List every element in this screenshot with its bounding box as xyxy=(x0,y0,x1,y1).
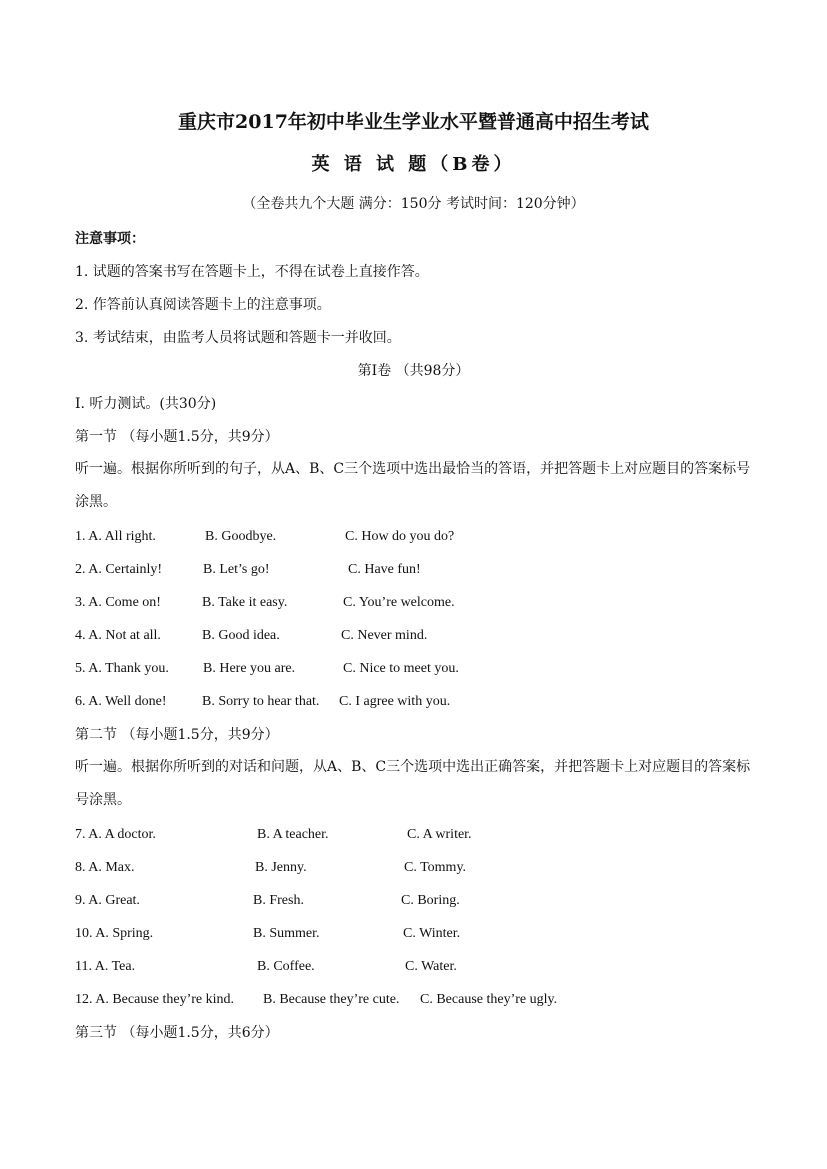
question-option-a: 5. A. Thank you. xyxy=(75,661,169,676)
section-heading: I. 听力测试。(共30分) xyxy=(75,396,217,412)
question-option-c: C. Have fun! xyxy=(348,562,421,577)
question-option-a: 2. A. Certainly! xyxy=(75,562,163,577)
question-option-c: C. A writer. xyxy=(407,827,472,842)
note-item: 3. 考试结束，由监考人员将试题和答题卡一并收回。 xyxy=(75,330,401,346)
question-option-a: 6. A. Well done! xyxy=(75,694,167,709)
question-option-b: B. Take it easy. xyxy=(202,595,288,610)
exam-title: 重庆市2017年初中毕业生学业水平暨普通高中招生考试 xyxy=(178,111,649,133)
sec3-heading: 第三节 （每小题1.5分，共6分） xyxy=(75,1025,279,1041)
sec2-heading: 第二节 （每小题1.5分，共9分） xyxy=(75,727,279,743)
part1-heading: 第I卷 （共98分） xyxy=(357,363,470,379)
question-option-b: B. Goodbye. xyxy=(205,529,277,544)
question-option-b: B. Here you are. xyxy=(203,661,296,676)
question-option-c: C. Tommy. xyxy=(404,860,467,875)
question-option-b: B. Because they’re cute. xyxy=(263,992,400,1007)
sec1-heading: 第一节 （每小题1.5分，共9分） xyxy=(75,429,279,445)
question-option-c: C. Never mind. xyxy=(341,628,428,643)
question-option-c: C. Boring. xyxy=(401,893,460,908)
notes-heading: 注意事项： xyxy=(75,231,145,247)
question-option-b: B. Fresh. xyxy=(253,893,304,908)
question-option-b: B. A teacher. xyxy=(257,827,329,842)
note-item: 2. 作答前认真阅读答题卡上的注意事项。 xyxy=(75,297,331,313)
question-option-c: C. You’re welcome. xyxy=(343,595,455,610)
exam-subtitle: 英 语 试 题（B卷） xyxy=(311,154,516,175)
question-option-b: B. Jenny. xyxy=(255,860,307,875)
question-option-a: 1. A. All right. xyxy=(75,529,156,544)
question-option-b: B. Good idea. xyxy=(202,628,280,643)
question-option-b: B. Sorry to hear that. xyxy=(202,694,320,709)
note-item: 1. 试题的答案书写在答题卡上，不得在试卷上直接作答。 xyxy=(75,264,429,280)
question-option-a: 4. A. Not at all. xyxy=(75,628,161,643)
question-option-a: 3. A. Come on! xyxy=(75,595,161,610)
question-option-b: B. Coffee. xyxy=(257,959,315,974)
question-option-c: C. Nice to meet you. xyxy=(343,661,459,676)
question-option-c: C. I agree with you. xyxy=(339,694,451,709)
question-option-a: 9. A. Great. xyxy=(75,893,140,908)
question-option-a: 12. A. Because they’re kind. xyxy=(75,992,235,1007)
exam-info: （全卷共九个大题 满分：150分 考试时间：120分钟） xyxy=(242,196,585,212)
question-option-a: 8. A. Max. xyxy=(75,860,135,875)
question-option-c: C. Water. xyxy=(405,959,457,974)
question-option-c: C. How do you do? xyxy=(345,529,455,544)
question-option-b: B. Let’s go! xyxy=(203,562,270,577)
question-option-c: C. Because they’re ugly. xyxy=(420,992,558,1007)
sec2-instruction: 听一遍。根据你所听到的对话和问题，从A、B、C三个选项中选出正确答案，并把答题卡上对应题目的答案标号涂黑。 xyxy=(75,759,751,808)
sec1-instruction: 听一遍。根据你所听到的句子，从A、B、C三个选项中选出最恰当的答语，并把答题卡上对应题目的答案标号涂黑。 xyxy=(75,461,751,510)
question-option-a: 10. A. Spring. xyxy=(75,926,154,941)
question-option-a: 7. A. A doctor. xyxy=(75,827,156,842)
question-option-a: 11. A. Tea. xyxy=(75,959,136,974)
question-option-b: B. Summer. xyxy=(253,926,320,941)
question-option-c: C. Winter. xyxy=(403,926,461,941)
